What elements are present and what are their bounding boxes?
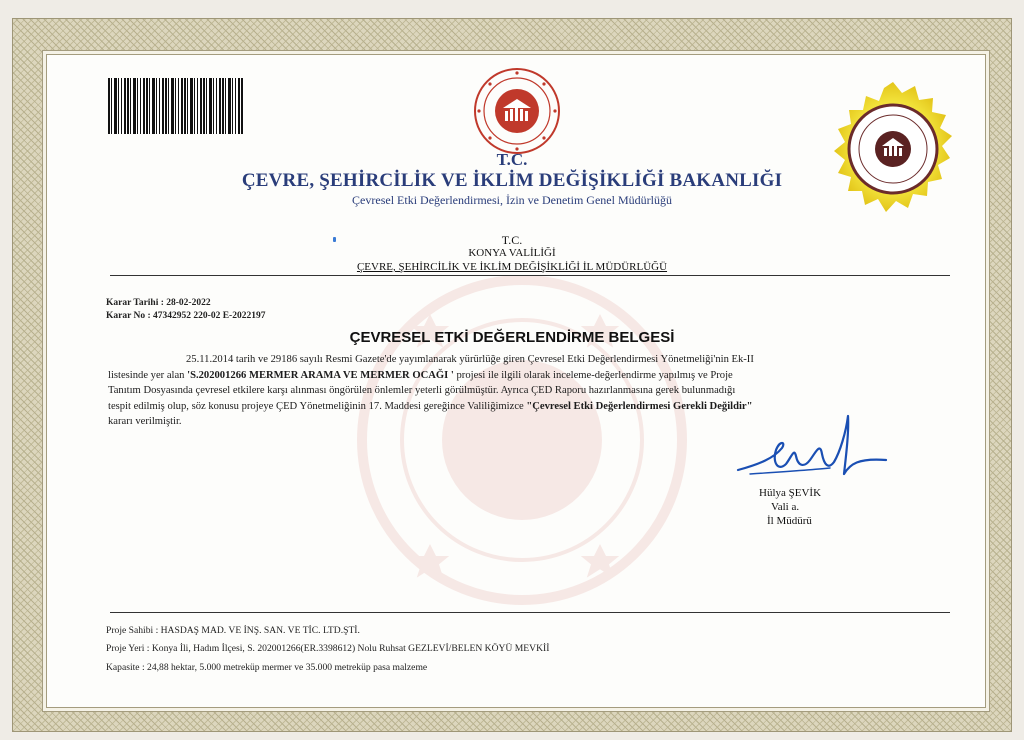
body-line-2a: listesinde yer alan [108,369,188,381]
decision-date: Karar Tarihi : 28-02-2022 [106,298,211,308]
body-line-1: 25.11.2014 tarih ve 29186 sayılı Resmi Gazete'de yayımlanarak yürürlüğe giren Çevresel Etki Değerlendirmesi Yönetmeliği'nin Ek-II [186,354,754,365]
governorate-name: KONYA VALİLİĞİ [468,247,556,259]
body-line-4a: tespit edilmiş olup, söz konusu projeye ÇED Yönetmeliğinin 17. Maddesi gereğince Valiliğimizce [108,400,527,412]
project-capacity: Kapasite : 24,88 hektar, 5.000 metreküp mermer ve 35.000 metreküp pasa malzeme [106,662,428,673]
ministry-emblem-icon [472,66,562,156]
document-title: ÇEVRESEL ETKİ DEĞERLENDİRME BELGESİ [349,329,675,346]
project-name: 'S.202001266 MERMER ARAMA VE MERMER OCAĞI ' [187,369,454,381]
signatory-block [745,486,865,528]
header-divider [110,275,950,276]
header-tc: T.C. [496,150,528,169]
footer-divider [110,612,950,613]
governorate-tc: T.C. [501,233,523,247]
watermark-emblem-icon [352,270,692,610]
body-line-2c: projesi ile ilgili olarak inceleme-değerlendirme yapılmış ve Proje [453,369,733,381]
project-owner: Proje Sahibi : HASDAŞ MAD. VE İNŞ. SAN. VE TİC. LTD.ŞTİ. [106,625,360,636]
decision-number: Karar No : 47342952 220-02 E-2022197 [106,311,266,321]
directorate-subtitle: Çevresel Etki Değerlendirmesi, İzin ve Denetim Genel Müdürlüğü [352,193,672,207]
signatory-role-2: İl Müdürü [767,515,812,527]
barcode [108,78,244,134]
signature-icon [730,412,890,492]
provincial-directorate: ÇEVRE, ŞEHİRCİLİK VE İKLİM DEĞİŞİKLİĞİ İL MÜDÜRLÜĞÜ [356,261,668,273]
project-location: Proje Yeri : Konya İli, Hadım İlçesi, S. 202001266(ER.3398612) Nolu Ruhsat GEZLEVİ/BELEN KÖYÜ MEVKİİ [106,643,550,654]
body-line-3: Tanıtım Dosyasında çevresel etkilere karşı alınması öngörülen önlemler yeterli görülmüştür. Ayrıca ÇED Raporu hazırlanmasına gerek bulunmadığı [108,385,736,396]
decision-phrase: "Çevresel Etki Değerlendirmesi Gerekli Değildir" [526,400,753,412]
body-line-5: kararı verilmiştir. [108,416,182,427]
signatory-role-1: Vali a. [771,501,800,513]
body-line-2 [108,368,948,384]
ministry-title: ÇEVRE, ŞEHİRCİLİK VE İKLİM DEĞİŞİKLİĞİ BAKANLIĞI [241,170,783,191]
signatory-name: Hülya ŞEVİK [759,487,822,499]
